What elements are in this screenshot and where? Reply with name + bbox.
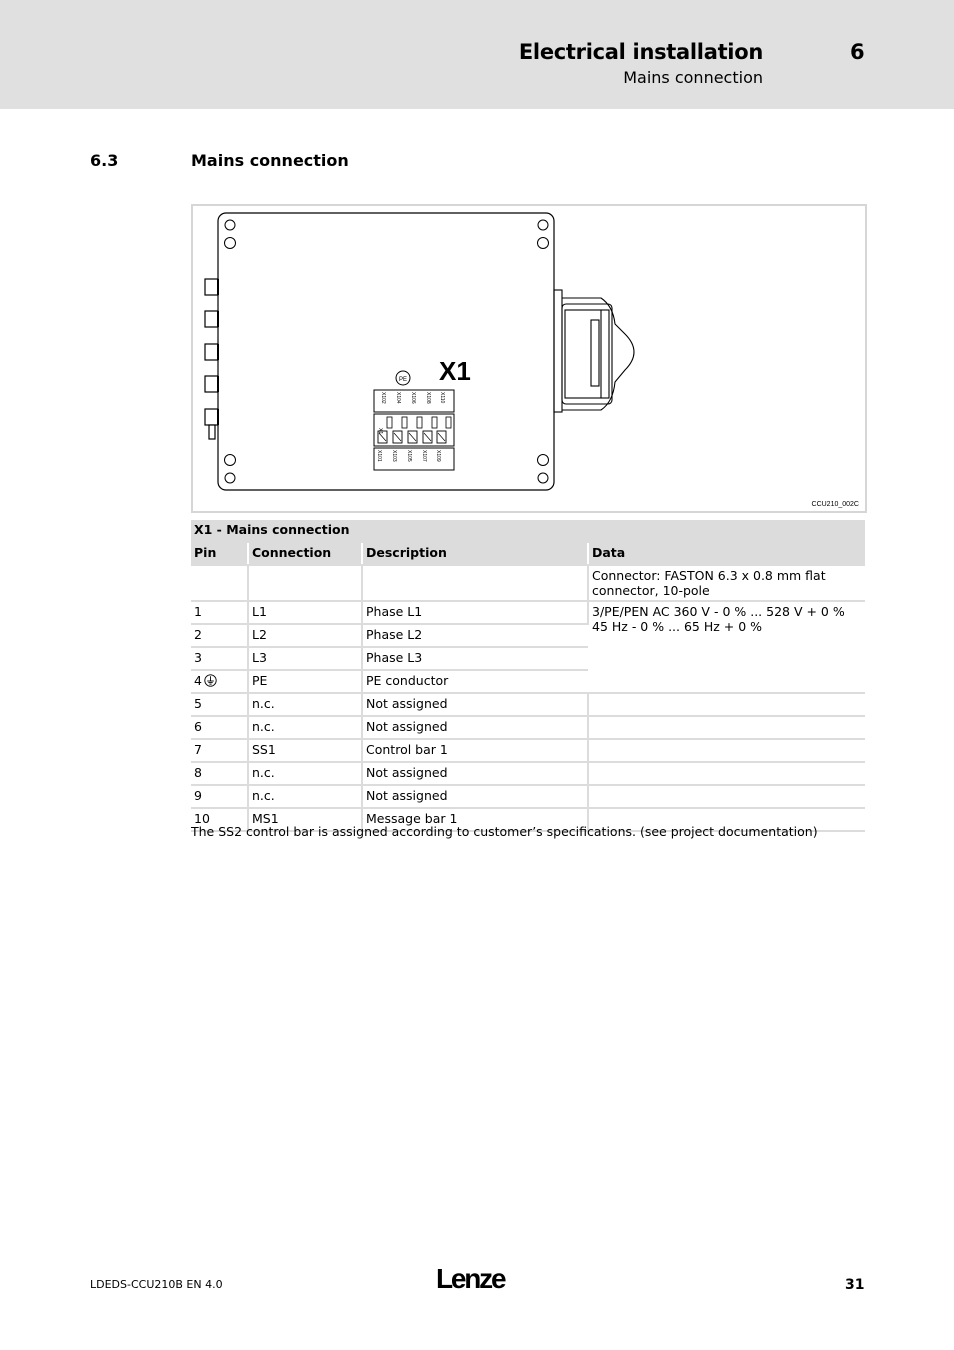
description-cell: Control bar 1 [362,739,588,762]
table-row [191,716,865,739]
mains-connection-table [191,520,865,832]
svg-text:Lenze: Lenze [436,1264,505,1294]
terminal-slot-mark [379,433,386,441]
chapter-title: Electrical installation [518,40,763,64]
pin-cell: 7 [191,739,248,762]
terminal-slot [417,417,422,428]
description-cell: Not assigned [362,693,588,716]
terminal-slot-mark [424,433,431,441]
terminal-label: X101 [376,450,382,462]
description-cell: Not assigned [362,762,588,785]
terminal-label: X105 [406,450,412,462]
pin-cell: 4 [191,670,248,693]
section-number: 6.3 [90,151,119,170]
document-id: LDEDS-CCU210B EN 4.0 [90,1278,223,1291]
table-row [191,785,865,808]
block-x1-label: X1 [377,428,383,435]
side-connectors [205,279,218,439]
connection-cell: L1 [248,601,362,624]
connection-cell: PE [248,670,362,693]
ground-icon [204,674,217,687]
mounting-holes [225,220,549,483]
page-number: 31 [845,1277,865,1293]
terminal-slot-mark [394,433,401,441]
header-band [0,0,954,109]
section-title: Mains connection [191,151,349,170]
table-row [191,565,865,601]
pin-cell: 5 [191,693,248,716]
table-header-row [191,542,865,565]
terminal-slot-mark [409,433,416,441]
terminal-slot-mark [438,433,445,441]
table-row [191,601,865,624]
terminal-label: X102 [380,392,386,404]
connection-cell: n.c. [248,716,362,739]
pin-cell: 3 [191,647,248,670]
table-caption: X1 - Mains connection [191,520,865,542]
table-caption-row [191,520,865,542]
x1-main-label: X1 [439,356,471,386]
pin-cell: 8 [191,762,248,785]
chapter-number: 6 [850,40,865,64]
description-cell: Phase L1 [362,601,588,624]
device-drawing-figure [191,204,867,513]
terminal-label: X104 [395,392,401,404]
terminal-slots [378,417,451,443]
description-cell: PE conductor [362,670,588,693]
pin-cell: 1 [191,601,248,624]
terminal-slot [446,417,451,428]
mains-voltage: 3/PE/PEN AC 360 V - 0 % ... 528 V + 0 % [592,604,845,619]
device-drawing [193,206,865,511]
header-data: Data [588,542,865,565]
footnote: The SS2 control bar is assigned according to customer’s specifications. (see project documentation) [191,824,818,839]
mains-data-cell [588,601,865,693]
pin-cell: 10 [191,808,248,831]
terminal-label: X107 [421,450,427,462]
header-description: Description [362,542,588,565]
terminal-label: X110 [439,392,445,404]
connection-cell: MS1 [248,808,362,831]
connection-cell: L2 [248,624,362,647]
table-row [191,693,865,716]
description-cell: Message bar 1 [362,808,588,831]
description-cell: Not assigned [362,716,588,739]
pe-label: PE [398,377,408,383]
header-pin: Pin [191,542,248,565]
terminal-label: X106 [410,392,416,404]
pin-cell: 6 [191,716,248,739]
connector-data: Connector: FASTON 6.3 x 0.8 mm flat connector, 10-pole [588,565,865,601]
mains-frequency: 45 Hz - 0 % ... 65 Hz + 0 % [592,619,763,634]
connection-cell: L3 [248,647,362,670]
bottom-terminal-labels [376,450,441,462]
right-plug [554,290,634,412]
top-terminal-labels [380,392,445,404]
figure-code: CCU210_002C [811,501,859,508]
terminal-slot [402,417,407,428]
description-cell: Phase L3 [362,647,588,670]
connection-cell: SS1 [248,739,362,762]
description-cell: Phase L2 [362,624,588,647]
connection-cell: n.c. [248,762,362,785]
terminal-label: X109 [435,450,441,462]
connection-cell: n.c. [248,785,362,808]
connection-cell: n.c. [248,693,362,716]
chapter-subtitle: Mains connection [623,68,763,87]
header-connection: Connection [248,542,362,565]
table-row [191,739,865,762]
lenze-logo [436,1264,516,1294]
terminal-slot [387,417,392,428]
pin-cell: 9 [191,785,248,808]
pin-cell: 2 [191,624,248,647]
terminal-label: X108 [425,392,431,404]
description-cell: Not assigned [362,785,588,808]
terminal-slot [432,417,437,428]
table-row [191,762,865,785]
terminal-label: X103 [391,450,397,462]
